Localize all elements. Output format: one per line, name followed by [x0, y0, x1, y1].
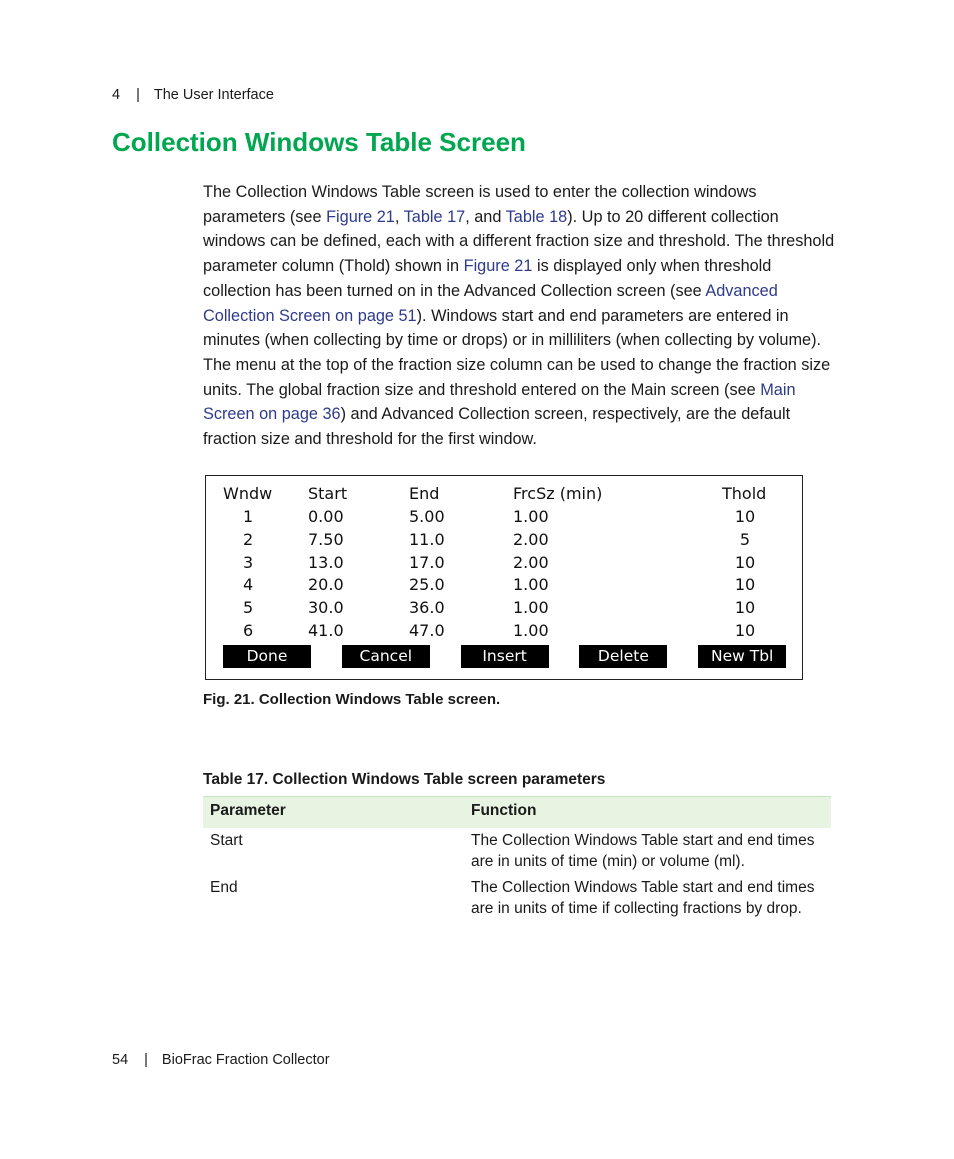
- function-cell: The Collection Windows Table start and end times are in units of time if collecting fractions by drop.: [471, 879, 815, 917]
- screen-cell-wndw[interactable]: 2: [243, 529, 254, 549]
- screen-cell-wndw[interactable]: 6: [243, 621, 254, 640]
- col-header-end: End: [409, 484, 440, 503]
- new-tbl-button[interactable]: New Tbl: [698, 645, 786, 668]
- screen-cell-wndw[interactable]: 3: [243, 552, 254, 572]
- col-header-frcsz[interactable]: [513, 484, 602, 503]
- screen-cell-frcsz[interactable]: 2.00: [513, 552, 549, 572]
- intro-paragraph: [203, 180, 843, 452]
- col-header-thold: Thold: [722, 484, 767, 503]
- done-button[interactable]: Done: [223, 645, 311, 668]
- screen-cell-end[interactable]: 17.0: [409, 552, 445, 572]
- insert-button[interactable]: Insert: [461, 645, 549, 668]
- intro-text: ) and Advanced Collection screen, respectively, are the default fraction size and threshold for the first window.: [203, 405, 791, 449]
- screen-cell-start[interactable]: 7.50: [308, 529, 344, 549]
- cross-reference-link[interactable]: Figure 21: [326, 207, 395, 226]
- screen-cell-thold[interactable]: 10: [734, 552, 756, 572]
- screen-cell-wndw[interactable]: 4: [243, 575, 254, 595]
- screen-cell-frcsz[interactable]: 1.00: [513, 598, 549, 618]
- screen-cell-start[interactable]: 41.0: [308, 621, 344, 640]
- screen-cell-wndw[interactable]: 1: [243, 507, 254, 526]
- screen-cell-start[interactable]: 20.0: [308, 575, 344, 595]
- table-header-row: [203, 796, 831, 828]
- screen-cell-thold[interactable]: 10: [734, 575, 756, 595]
- running-header: [112, 87, 274, 103]
- delete-button[interactable]: Delete: [579, 645, 667, 668]
- header-separator: |: [136, 87, 140, 103]
- header-section: The User Interface: [153, 87, 274, 103]
- screen-cell-frcsz[interactable]: 2.00: [513, 529, 549, 549]
- screen-cell-thold[interactable]: 10: [734, 507, 756, 526]
- cross-reference-link[interactable]: Advanced Collection Screen on page 51: [203, 281, 778, 325]
- intro-text: ). Up to 20 different collection windows can be defined, each with a different fraction size and threshold. The threshold parameter column (Thold) shown in: [203, 207, 835, 276]
- screen-cell-end[interactable]: 25.0: [409, 575, 445, 595]
- parameter-cell: Start: [210, 832, 243, 849]
- cancel-button[interactable]: Cancel: [342, 645, 430, 668]
- table-title: Table 17. Collection Windows Table screen parameters: [203, 771, 606, 788]
- screen-cell-thold[interactable]: 10: [734, 621, 756, 640]
- screen-cell-start[interactable]: 13.0: [308, 552, 344, 572]
- screen-cell-end[interactable]: 5.00: [409, 507, 445, 526]
- intro-text: ,: [394, 207, 404, 226]
- intro-text: ). Windows start and end parameters are entered in minutes (when collecting by time or drops) or in milliliters (when collecting by volume). The menu at the top of the fraction size column can be used to change the fraction size units. The global fraction size and threshold entered on the Main screen (see: [203, 306, 831, 399]
- running-footer: [112, 1052, 330, 1068]
- collection-windows-screen: [205, 475, 803, 680]
- screen-cell-end[interactable]: 36.0: [409, 598, 445, 618]
- header-parameter: Parameter: [210, 802, 286, 819]
- intro-text: is displayed only when threshold collection has been turned on in the Advanced Collection screen (see: [203, 257, 772, 300]
- table-row: [203, 830, 831, 872]
- cross-reference-link[interactable]: Figure 21: [463, 257, 533, 276]
- parameter-table: [203, 796, 831, 919]
- screen-cell-wndw[interactable]: 5: [243, 598, 254, 618]
- intro-text: The Collection Windows Table screen is used to enter the collection windows parameters (see: [203, 183, 757, 226]
- screen-cell-start[interactable]: 30.0: [308, 598, 344, 618]
- figure-caption: Fig. 21. Collection Windows Table screen.: [203, 691, 501, 708]
- screen-cell-end[interactable]: 47.0: [409, 621, 445, 640]
- frcsz-unit-menu[interactable]: (min): [559, 484, 603, 503]
- screen-cell-thold[interactable]: 10: [734, 598, 756, 618]
- screen-cell-frcsz[interactable]: 1.00: [513, 507, 549, 526]
- function-cell: The Collection Windows Table start and end times are in units of time (min) or volume (ml).: [471, 832, 815, 870]
- screen-cell-thold[interactable]: 5: [739, 529, 751, 549]
- frcsz-label: FrcSz: [513, 484, 555, 503]
- footer-separator: |: [144, 1052, 148, 1068]
- screen-cell-start[interactable]: 0.00: [308, 507, 344, 526]
- screen-cell-frcsz[interactable]: 1.00: [513, 621, 549, 640]
- footer-page-number: 54: [112, 1052, 129, 1068]
- parameter-cell: End: [210, 879, 238, 896]
- cross-reference-link[interactable]: Table 17: [403, 207, 466, 226]
- page-title: Collection Windows Table Screen: [112, 127, 526, 157]
- table-row: [203, 877, 831, 919]
- cross-reference-link[interactable]: Table 18: [505, 207, 568, 226]
- screen-cell-frcsz[interactable]: 1.00: [513, 575, 549, 595]
- screen-cell-end[interactable]: 11.0: [409, 529, 445, 549]
- header-page-number: 4: [112, 87, 121, 103]
- col-header-start: Start: [308, 484, 348, 503]
- footer-product: BioFrac Fraction Collector: [161, 1052, 330, 1068]
- intro-text: , and: [465, 207, 506, 226]
- cross-reference-link[interactable]: Main Screen on page 36: [203, 380, 796, 424]
- col-header-wndw: Wndw: [223, 484, 273, 503]
- header-function: Function: [471, 802, 537, 819]
